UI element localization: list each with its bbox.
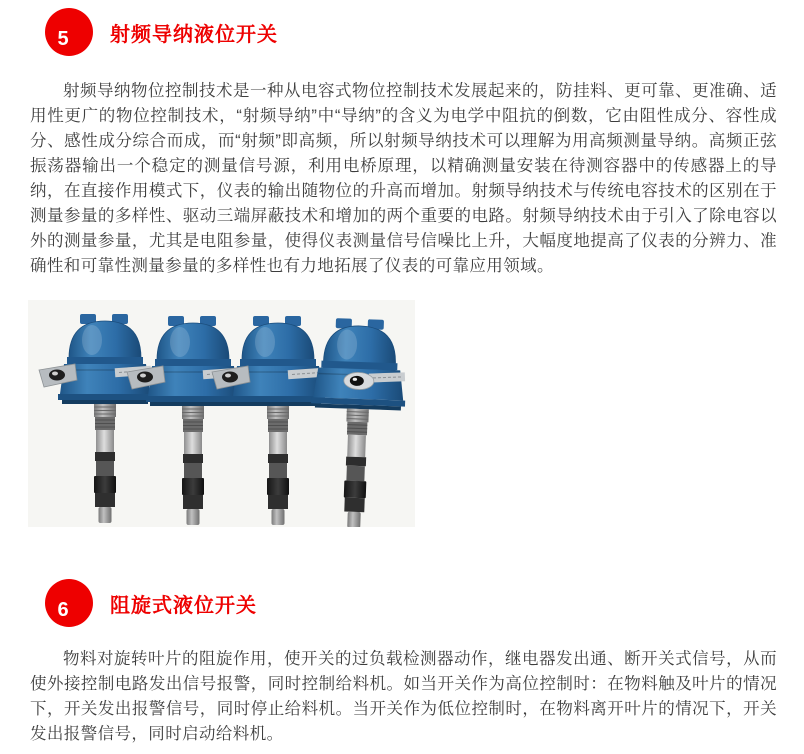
product-photo [28,300,415,527]
section-title-5: 射频导纳液位开关 [110,23,278,46]
section-number-badge-6 [45,579,93,627]
section-body-6: 物料对旋转叶片的阻旋作用，使开关的过负载检测器动作，继电器发出通、断开关式信号，从而使外接控制电路发出信号报警，同时控制给料机。如当开关作为高位控制时：在物料触及叶片的情况下，开关发出报警信号，同时停止给料机。当开关作为低位控制时，在物料离开叶片的情况下，开关发出报警信号，同时启动给料机。 [30,650,777,743]
section-number: 6 [57,598,69,621]
section-number-badge-5 [45,8,93,56]
section-title-6: 阻旋式液位开关 [110,594,257,617]
level-switch-photo-illustration [28,300,415,527]
section-number: 5 [57,27,69,50]
section-body-5: 射频导纳物位控制技术是一种从电容式物位控制技术发展起来的，防挂料、更可靠、更准确、适用性更广的物位控制技术，“射频导纳”中“导纳”的含义为电学中阻抗的倒数，它由阻性成分、容性成分、感性成分综合而成，而“射频”即高频，所以射频导纳技术可以理解为用高频测量导纳。高频正弦振荡器输出一个稳定的测量信号源，利用电桥原理，以精确测量安装在待测容器中的传感器上的导纳，在直接作用模式下，仪表的输出随物位的升高而增加。射频导纳技术与传统电容技术的区别在于测量参量的多样性、驱动三端屏蔽技术和增加的两个重要的电路。射频导纳技术由于引入了除电容以外的测量参量，尤其是电阻参量，使得仪表测量信号信噪比上升，大幅度地提高了仪表的分辨力、准确性和可靠性测量参量的多样性也有力地拓展了仪表的可靠应用领域。 [30,82,777,275]
section-heading-5 [45,8,278,56]
section-heading-6 [45,579,257,627]
